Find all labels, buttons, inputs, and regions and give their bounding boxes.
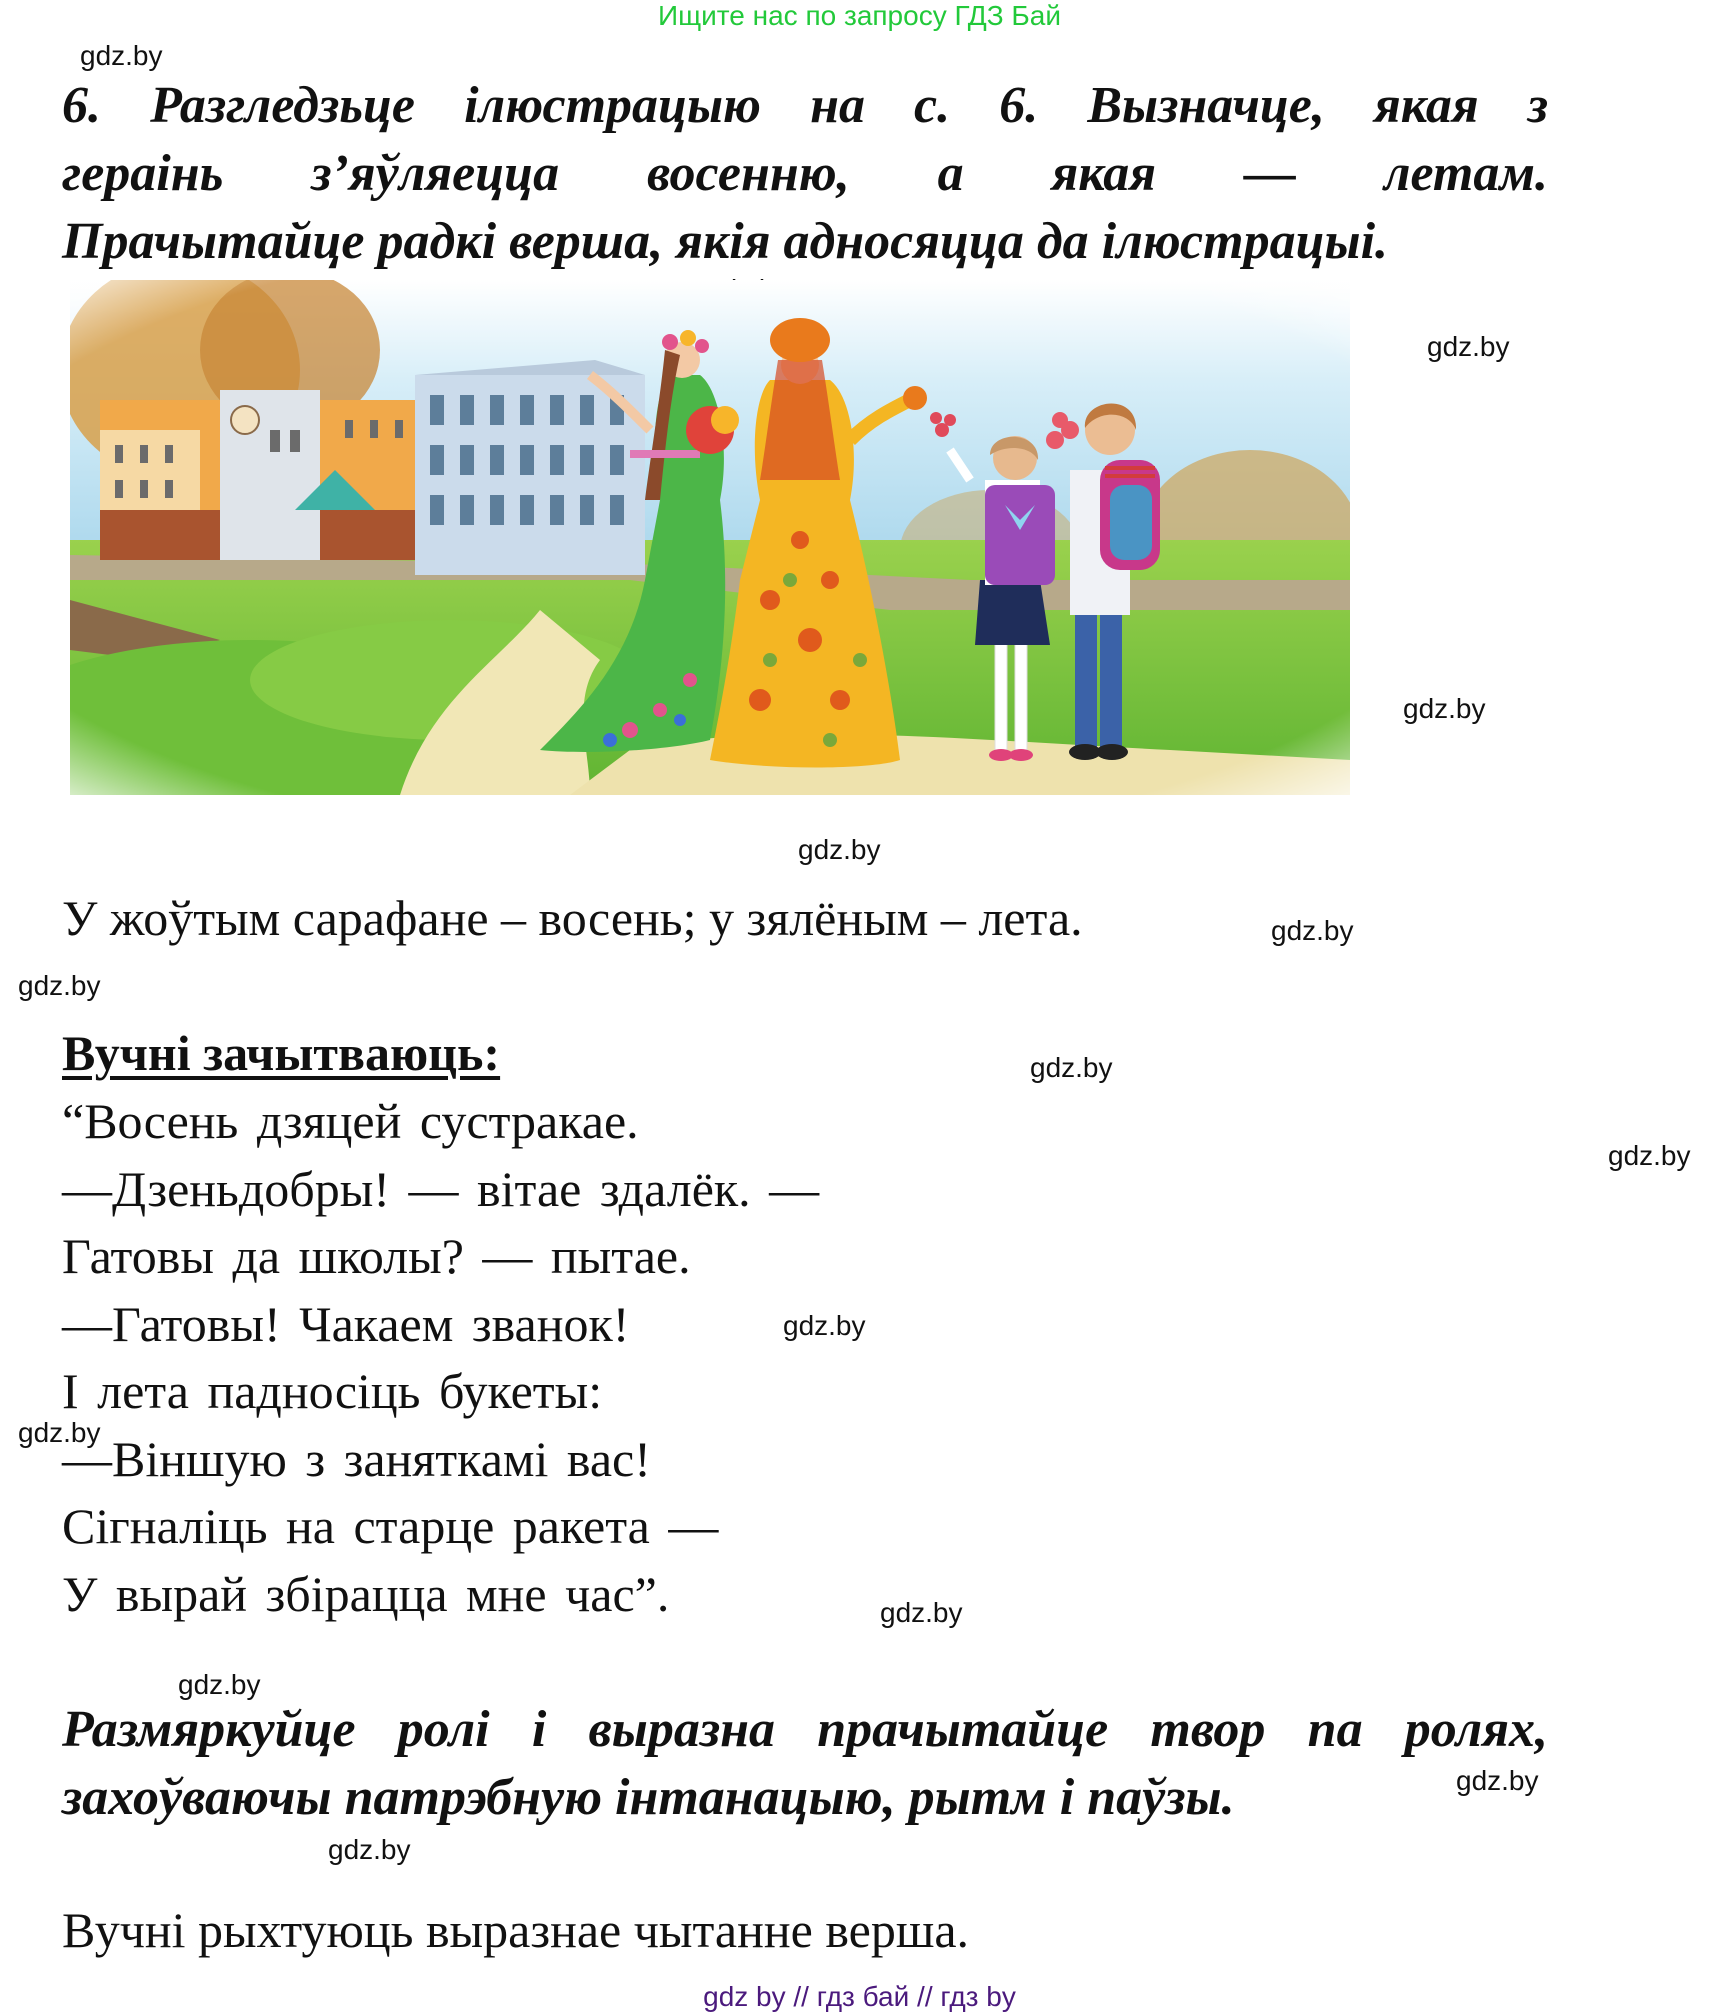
watermark: gdz.by [1403,693,1486,724]
reading-header: Вучні зачытваюць: [62,1025,501,1081]
watermark: gdz.by [80,40,163,71]
watermark: gdz.by [783,1310,866,1341]
watermark: gdz.by [178,1669,261,1700]
answer-text: У жоўтым сарафане – восень; у зялёным – лета. [62,890,1083,946]
poem-line: —Дзеньдобры! — вітае здалёк. — [62,1160,820,1217]
search-banner[interactable]: Ищите нас по запросу ГДЗ Бай [657,0,1062,31]
task-heading [62,72,1548,276]
watermark: gdz.by [1608,1140,1691,1171]
task-heading-line: 6. Разгледзьце ілюстрацыю на с. 6. Вызначце, якая з [62,77,1548,134]
poem-line: Гатовы да школы? — пытае. [62,1228,691,1284]
watermark: gdz.by [1456,1765,1539,1796]
poem-line: У вырай збірацца мне час”. [62,1565,670,1622]
watermark: gdz.by [1030,1052,1113,1083]
task2-heading-line: захоўваючы патрэбную інтанацыю, рытм і паўзы. [62,1769,1235,1826]
poem-line: —Гатовы! Чакаем званок! [62,1295,630,1352]
watermark: gdz.by [880,1597,963,1628]
poem-line: Сігналіць на старце ракета — [62,1498,719,1554]
conclusion-text: Вучні рыхтуюць выразнае чытанне верша. [62,1902,970,1958]
watermark: gdz.by [328,1834,411,1865]
task-heading-line: Прачытайце радкі верша, якія адносяцца да ілюстрацыі. [62,213,1389,270]
illustration-scene [70,280,1350,795]
poem [62,1088,819,1628]
watermark: gdz.by [18,970,101,1001]
watermark: gdz.by [1271,915,1354,946]
watermark: gdz.by [1427,331,1510,362]
footer-links[interactable]: gdz by // гдз бай // гдз by [703,1981,1016,2012]
task2-heading-line: Размяркуйце ролі і выразна прачытайце твор па ролях, [62,1701,1548,1758]
watermark: gdz.by [18,1417,101,1448]
poem-line: І лета падносіць букеты: [62,1363,603,1419]
poem-line: —Віншую з заняткамі вас! [62,1430,651,1487]
task-heading-line: гераінь з’яўляецца восенню, а якая — летам. [62,145,1548,202]
watermark: gdz.by [798,834,881,865]
illustration [70,280,1350,795]
task2-heading [62,1696,1548,1832]
poem-line: “Восень дзяцей сустракае. [62,1093,639,1149]
